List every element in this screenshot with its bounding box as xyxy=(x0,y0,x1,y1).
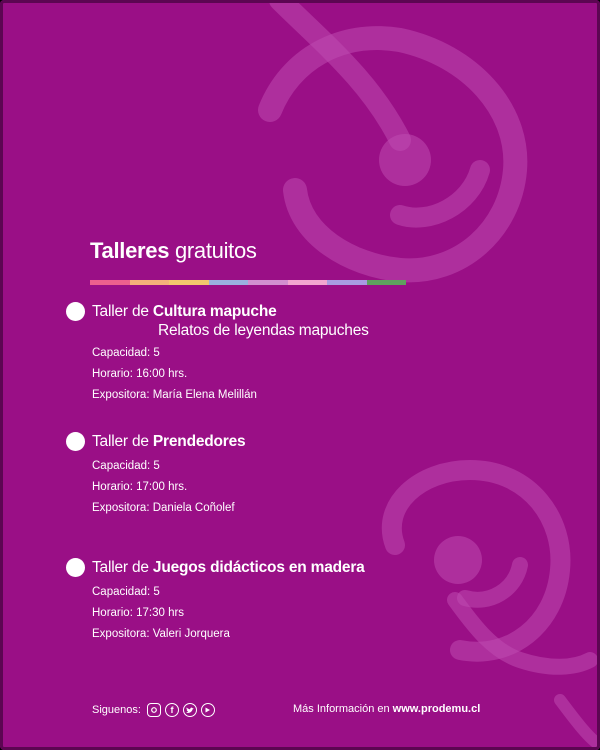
capacity: Capacidad: 5 xyxy=(92,460,160,472)
bullet-icon xyxy=(66,302,85,321)
social-follow xyxy=(92,703,215,717)
presenter: Expositora: Daniela Coñolef xyxy=(92,502,235,514)
social-icons xyxy=(147,703,215,717)
workshop-cultura-mapuche xyxy=(66,302,369,401)
schedule: Horario: 17:30 hrs xyxy=(92,607,185,619)
schedule: Horario: 16:00 hrs. xyxy=(92,368,188,380)
workshop-name: Cultura mapuche xyxy=(152,302,277,320)
capacity: Capacidad: 5 xyxy=(92,586,160,598)
workshop-prefix: Taller de xyxy=(92,302,149,320)
workshop-prefix: Taller de xyxy=(92,432,149,450)
workshop-title xyxy=(92,433,245,451)
facebook-icon[interactable]: f xyxy=(165,703,179,717)
workshop-prendedores xyxy=(66,432,245,514)
stripe xyxy=(90,280,130,285)
stripe xyxy=(209,280,249,285)
title-bold: Talleres xyxy=(90,238,170,263)
more-info xyxy=(293,703,480,715)
bullet-icon xyxy=(66,558,85,577)
bullet-icon xyxy=(66,432,85,451)
follow-label: Siguenos: xyxy=(92,704,141,716)
stripe xyxy=(327,280,367,285)
more-info-label: Más Información en xyxy=(293,703,390,715)
stripe xyxy=(367,280,407,285)
stripe xyxy=(248,280,288,285)
presenter: Expositora: María Elena Melillán xyxy=(92,389,257,401)
schedule: Horario: 17:00 hrs. xyxy=(92,481,188,493)
workshop-prefix: Taller de xyxy=(92,558,149,576)
color-stripe-divider xyxy=(90,280,406,285)
instagram-icon[interactable] xyxy=(147,703,161,717)
title-light: gratuitos xyxy=(174,238,257,263)
website-link[interactable]: www.prodemu.cl xyxy=(392,703,481,715)
workshop-juegos-didacticos xyxy=(66,558,365,640)
presenter: Expositora: Valeri Jorquera xyxy=(92,628,230,640)
stripe xyxy=(288,280,328,285)
page-title xyxy=(90,238,257,264)
stripe xyxy=(130,280,170,285)
capacity: Capacidad: 5 xyxy=(92,347,160,359)
workshop-title xyxy=(92,559,365,577)
workshop-name: Prendedores xyxy=(152,432,246,450)
workshop-title xyxy=(92,303,277,321)
twitter-icon[interactable] xyxy=(183,703,197,717)
workshop-subtitle: Relatos de leyendas mapuches xyxy=(158,322,369,339)
youtube-icon[interactable] xyxy=(201,703,215,717)
workshop-name: Juegos didácticos en madera xyxy=(152,558,365,576)
stripe xyxy=(169,280,209,285)
